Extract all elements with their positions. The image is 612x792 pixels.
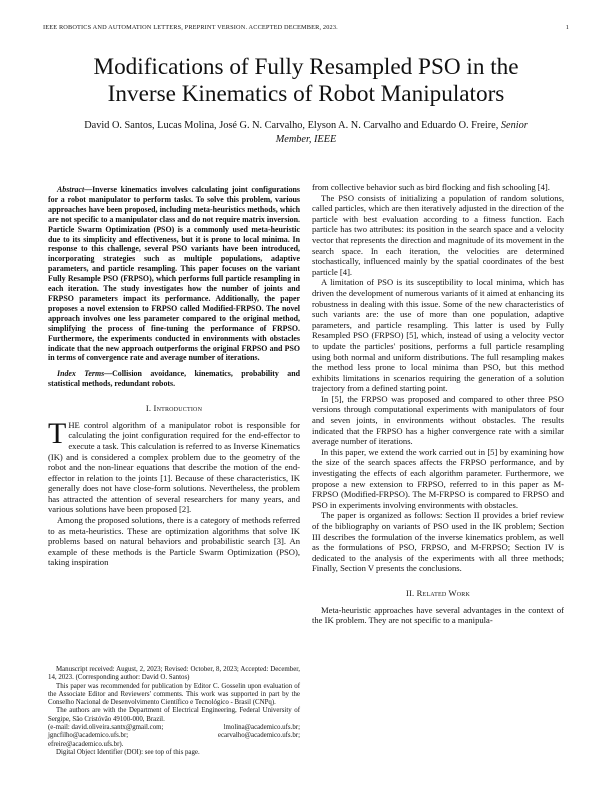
page-number: 1 xyxy=(565,24,569,31)
running-header xyxy=(43,24,569,36)
introduction-body xyxy=(48,416,300,568)
right-paragraph-4: In this paper, we extend the work carried out in [5] by examining how the size of the search spaces affects the FRPSO performance, and by investigating the effects of each algorithm parameter. Furthermore, we propose a new extension to FRPSO, referred to in this paper as M-FRPSO (Modified-FRPSO). The M-FRPSO is compared to FRPSO and PSO in experiments involving environments with obstacles. xyxy=(312,446,564,510)
footnote-emails-1 xyxy=(48,724,300,732)
right-paragraph-0: from collective behavior such as bird flocking and fish schooling [4]. xyxy=(312,182,550,192)
first-word-rest: HE xyxy=(68,419,80,430)
journal-header: IEEE ROBOTICS AND AUTOMATION LETTERS, PREPRINT VERSION. ACCEPTED DECEMBER, 2023. xyxy=(43,24,338,31)
abstract-text: —Inverse kinematics involves calculating joint configurations for a robot manipulator to perform tasks. To solve this problem, various approaches have been proposed, including meta-heuristics methods, which are not specific to a manipulator class and do not require matrix inversion. Particle Swarm Optimization (PSO) is a commonly used meta-heuristic due to its simplicity and effectiveness, but it is prone to local minima. In response to this challenge, several PSO variants have been introduced, incorporating strategies such as multiple populations, adaptive parameters, and particle resampling. This paper focuses on the variant Fully Resample PSO (FRPSO), which performs full particle resampling in each iteration. The study investigates how the number of joints and FRPSO parameters impact its performance. Additionally, the paper proposes a novel extension to FRPSO called Modified-FRPSO. The novel approach involves one less parameter compared to the original method, simplifying the process of fine-tuning the performance of FRPSO. Furthermore, the experiments conducted in environments with obstacles indicate that the new approach outperforms the original FRPSO and PSO in terms of convergence rate and average number of iterations. xyxy=(48,185,300,363)
right-paragraph-3: In [5], the FRPSO was proposed and compared to other three PSO versions through computational experiments with manipulators of four and seven joints, in environments without obstacles. The results indicated that the FRPSO has a higher convergence rate with a similar average number of iterations. xyxy=(312,393,564,447)
intro-paragraph-2: Among the proposed solutions, there is a category of methods referred to as meta-heuristics. These are optimization algorithms that solve IK problems based on natural behaviors and probabilistic search [3]. An example of these methods is the Particle Swarm Optimization (PSO), taking inspiration xyxy=(48,515,300,568)
footnote-emails-2 xyxy=(48,732,300,740)
footnote-doi: Digital Object Identifier (DOI): see top of this page. xyxy=(56,748,200,756)
right-paragraph-2: A limitation of PSO is its susceptibility to local minima, which has driven the development of numerous variants of it aimed at enhancing its robustness in dealing with this issue. Some of the new characteristics of such variants are: the use of more than one population, adaptive parameters, and particle resampling. This latter is used by Fully Resampled PSO (FRPSO) [5], which, instead of using a velocity vector to update the particles' positions, performs a full particle resampling using both normal and uniform distributions. The full resampling makes the method less prone to local minima than PSO, but this method exhibits limitations in scenarios requiring the generation of a solution trajectory from a defined starting point. xyxy=(312,277,564,394)
index-terms-label: Index Terms xyxy=(57,369,105,379)
intro-paragraph-1 xyxy=(48,416,300,515)
footnote-recommendation: This paper was recommended for publication by Editor C. Gosselin upon evaluation of the Associate Editor and Reviewers' comments. This work was supported in part by the Conselho Nacional de Desenvolvimento Científico e Tecnológico - Brasil (CNPq). xyxy=(48,682,300,707)
abstract xyxy=(48,185,300,363)
drop-cap: T xyxy=(48,416,67,450)
authors-line-2: Member, IEEE xyxy=(275,134,337,145)
member-suffix: Senior xyxy=(500,120,528,131)
paper-title xyxy=(40,54,572,108)
footnote-manuscript: Manuscript received: August, 2, 2023; Revised: October, 8, 2023; Accepted: December, 14, 2023. (Corresponding author: David O. Santos) xyxy=(48,666,300,682)
index-terms xyxy=(48,369,300,389)
footnote-affiliation: The authors are with the Department of Electrical Engineering, Federal University of Sergipe, São Cristóvão 49100-000, Brazil. xyxy=(48,707,300,723)
right-paragraph-1: The PSO consists of initializing a population of random solutions, called particles, which are then iteratively adjusted in the direction of the particle with best evaluation according to a fitness function. Each particle has two attributes: its position in the search space and a velocity vector that represents the direction and magnitude of its movement in the search space. In each iteration, the velocities are determined stochastically, influenced mainly by the spatial coordinates of the best particle [4]. xyxy=(312,192,564,277)
right-column xyxy=(312,182,564,757)
index-terms-text: —Collision avoidance, kinematics, probability and statistical methods, redundant robots. xyxy=(48,369,300,389)
authors-line-1: David O. Santos, Lucas Molina, José G. N. Carvalho, Elyson A. N. Carvalho and Eduardo O. Freire, xyxy=(84,120,499,131)
email-1: (e-mail: david.oliveira.santx@gmail.com; xyxy=(48,724,164,732)
right-paragraph-5: The paper is organized as follows: Section II provides a brief review of the bibliography on variants of PSO used in the IK problem; Section III describes the formulation of the inverse kinematics problem, as well as the formulations of PSO, FRPSO, and M-FRPSO; Section IV is dedicated to the analysis of the experiments with all three methods; Finally, Section V presents the conclusions. xyxy=(312,510,564,574)
footnotes xyxy=(48,666,300,757)
intro-paragraph-1-text: control algorithm of a manipulator robot is responsible for calculating the joint configuration required for the end-effector to execute a task. This calculation is referred to as Inverse Kinematics (IK) and is considered a complex problem due to the geometry of the robot and the non-linear equations that describe the motion of the end-effector in relation to the joints [1]. Because of these characteristics, IK generally does not have close-form solutions. Nevertheless, the problem has attracted the attention of several researchers for many years, and various solutions have been proposed [2]. xyxy=(48,419,300,515)
right-paragraph-6: Meta-heuristic approaches have several advantages in the context of the IK problem. They are not specific to a manipula- xyxy=(312,604,564,626)
title-line-2: Inverse Kinematics of Robot Manipulators xyxy=(107,81,505,107)
footnote-emails-3: efreire@academico.ufs.br). xyxy=(48,740,124,748)
section-heading-related-work: II. Related Work xyxy=(405,587,471,598)
email-3: jgncfilho@academico.ufs.br; xyxy=(48,732,129,740)
author-list xyxy=(40,119,572,147)
title-line-1: Modifications of Fully Resampled PSO in the xyxy=(93,54,519,80)
email-2: lmolina@academico.ufs.br; xyxy=(223,724,300,732)
email-4: ecarvalho@academico.ufs.br; xyxy=(217,732,300,740)
abstract-label: Abstract xyxy=(57,185,85,194)
section-heading-introduction: I. Introduction xyxy=(145,403,203,414)
